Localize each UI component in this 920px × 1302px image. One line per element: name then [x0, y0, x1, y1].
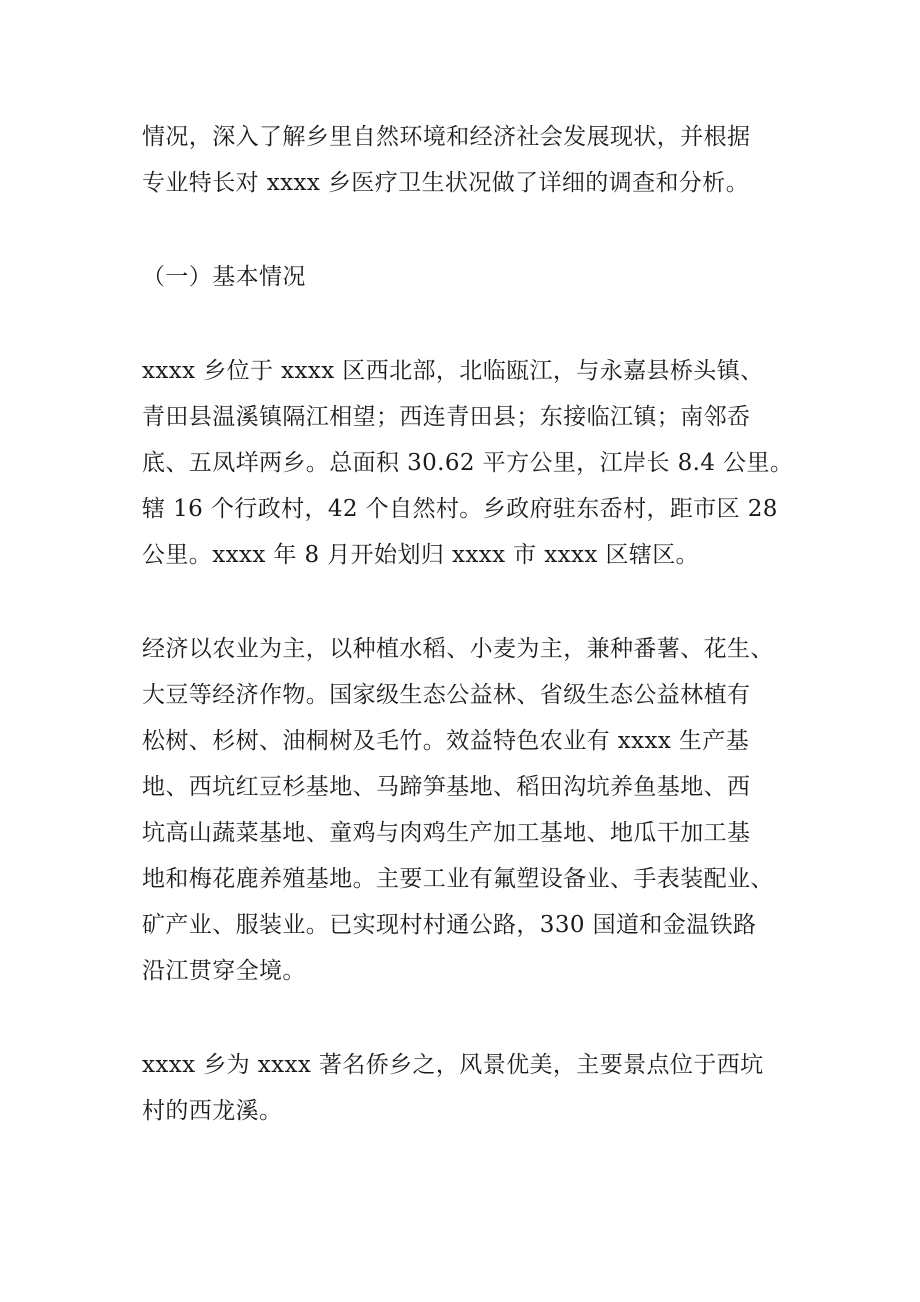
text-line: 专业特长对 xxxx 乡医疗卫生状况做了详细的调查和分析。: [142, 170, 750, 196]
text-line: xxxx 乡位于 xxxx 区西北部，北临瓯江，与永嘉县桥头镇、: [142, 358, 764, 384]
paragraph-location: [142, 348, 794, 578]
text-line: 松树、杉树、油桐树及毛竹。效益特色农业有 xxxx 生产基: [142, 728, 750, 754]
text-line: 村的西龙溪。: [142, 1098, 283, 1124]
paragraph-scenery: [142, 1042, 782, 1134]
text-line: 矿产业、服装业。已实现村村通公路，330 国道和金温铁路: [142, 912, 757, 938]
text-line: 地、西坑红豆杉基地、马蹄笋基地、稻田沟坑养鱼基地、西: [142, 774, 751, 800]
text-line: xxxx 乡为 xxxx 著名侨乡之，风景优美，主要景点位于西坑: [142, 1052, 764, 1078]
text-line: 大豆等经济作物。国家级生态公益林、省级生态公益林植有: [142, 682, 751, 708]
paragraph-economy: [142, 626, 782, 994]
text-line: 情况，深入了解乡里自然环境和经济社会发展现状，并根据: [142, 124, 751, 150]
text-line: 沿江贯穿全境。: [142, 958, 306, 984]
text-line: 坑高山蔬菜基地、童鸡与肉鸡生产加工基地、地瓜干加工基: [142, 820, 751, 846]
text-line: 地和梅花鹿养殖基地。主要工业有氟塑设备业、手表装配业、: [142, 866, 774, 892]
text-line: 公里。xxxx 年 8 月开始划归 xxxx 市 xxxx 区辖区。: [142, 542, 700, 568]
text-line: 底、五凤垟两乡。总面积 30.62 平方公里，江岸长 8.4 公里。: [142, 450, 794, 476]
section-heading: （一）基本情况: [142, 264, 306, 290]
text-line: 青田县温溪镇隔江相望；西连青田县；东接临江镇；南邻岙: [142, 404, 751, 430]
intro-paragraph: [142, 114, 782, 206]
text-line: 经济以农业为主，以种植水稻、小麦为主，兼种番薯、花生、: [142, 636, 774, 662]
text-line: 辖 16 个行政村，42 个自然村。乡政府驻东岙村，距市区 28: [142, 496, 778, 522]
document-page: [142, 114, 794, 1134]
